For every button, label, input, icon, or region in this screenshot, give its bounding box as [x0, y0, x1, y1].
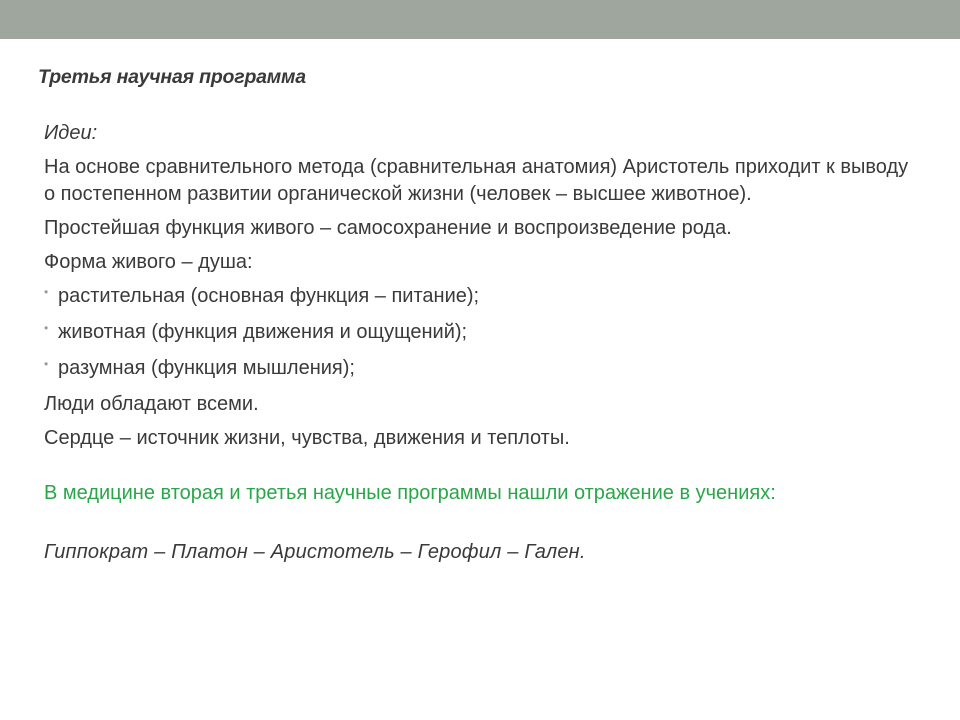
medicine-note: В медицине вторая и третья научные программы нашли отражение в учениях:	[44, 482, 776, 504]
paragraph-form-of-living: Форма живого – душа:	[44, 251, 253, 273]
lineage-text: Гиппократ – Платон – Аристотель – Герофил – Гален.	[44, 541, 586, 563]
slide-title: Третья научная программа	[38, 66, 306, 88]
paragraph-people: Люди обладают всеми.	[44, 393, 259, 415]
bullet-item-animal	[44, 319, 924, 348]
bullet-dot-icon: •	[44, 321, 49, 335]
top-bar	[0, 0, 960, 39]
paragraph-simplest-function: Простейшая функция живого – самосохранение и воспроизведение рода.	[44, 217, 732, 239]
bullet-text: разумная (функция мышления);	[58, 357, 355, 379]
bullet-text: растительная (основная функция – питание);	[58, 285, 480, 307]
ideas-label: Идеи:	[44, 122, 98, 144]
paragraph-heart: Сердце – источник жизни, чувства, движения и теплоты.	[44, 427, 570, 449]
bullet-item-rational	[44, 355, 924, 384]
bullet-dot-icon: •	[44, 285, 49, 299]
bullet-dot-icon: •	[44, 357, 49, 371]
bullet-text: животная (функция движения и ощущений);	[58, 321, 468, 343]
slide-content	[44, 120, 924, 573]
bullet-item-vegetative	[44, 283, 924, 312]
paragraph-comparative-method: На основе сравнительного метода (сравнительная анатомия) Аристотель приходит к выводу о постепенном развитии органической жизни (человек – высшее животное).	[44, 156, 909, 205]
